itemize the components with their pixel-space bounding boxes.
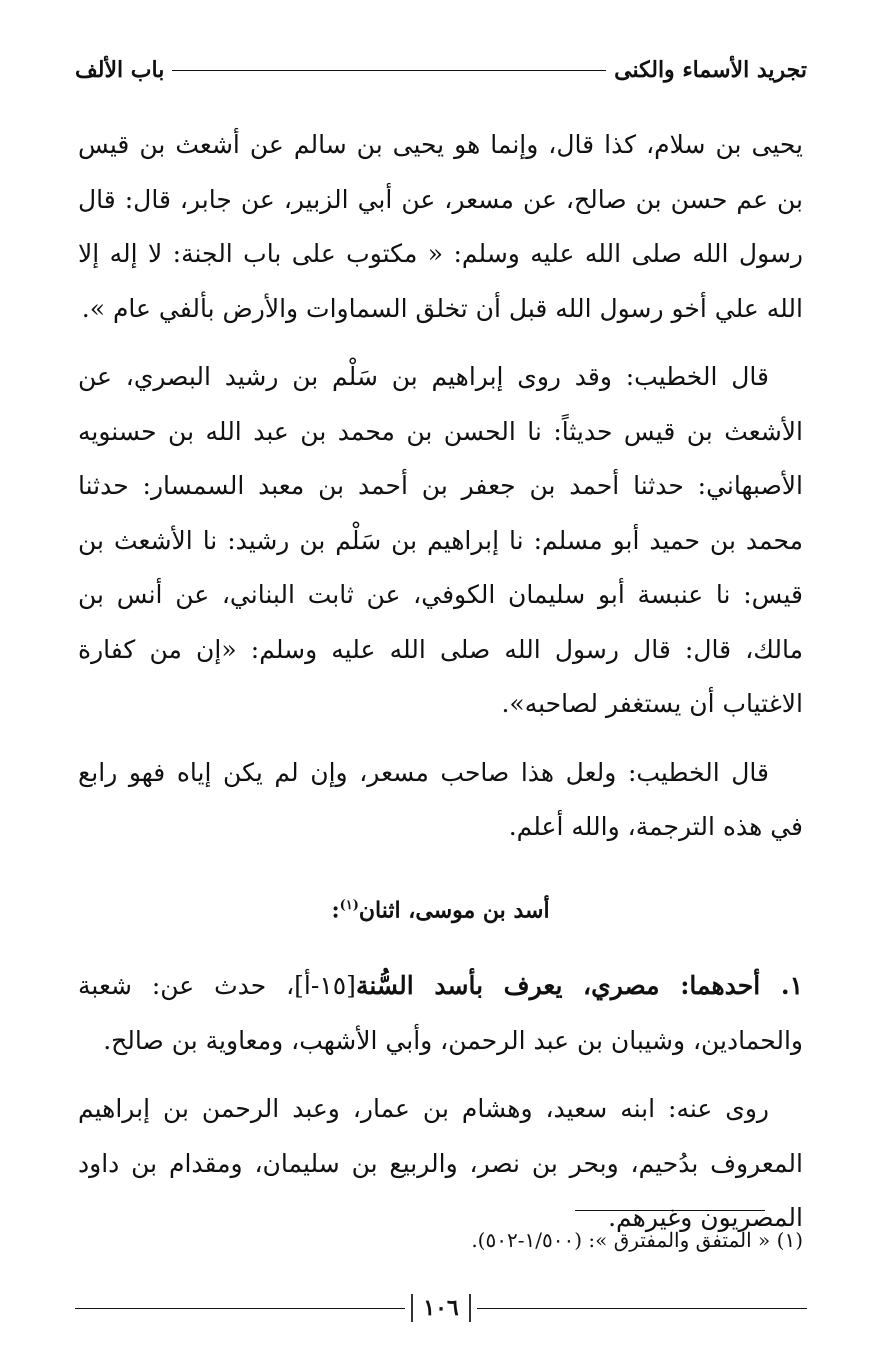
- paragraph-khatib-comment: قال الخطيب: ولعل هذا صاحب مسعر، وإن لم يكن إياه فهو رابع في هذه الترجمة، والله أعلم.: [78, 757, 803, 841]
- section-heading: [78, 879, 803, 938]
- entry-paragraph: [78, 959, 803, 1068]
- book-title: تجريد الأسماء والكنى: [614, 57, 807, 83]
- footnote: (١) « المتفق والمفترق »: (١/٥٠٠-٥٠٢).: [471, 1228, 803, 1252]
- chapter-title: باب الألف: [75, 57, 165, 83]
- footnote-rule: [575, 1210, 765, 1211]
- heading-text: أسد بن موسى، اثنان: [358, 896, 550, 923]
- footer-rule-left: [75, 1308, 405, 1309]
- header-rule: [172, 70, 606, 71]
- page-number: ١٠٦: [411, 1294, 470, 1322]
- running-header: [75, 52, 807, 88]
- entry-title: ١. أحدهما: مصري، يعرف بأسد السُّنة: [355, 971, 803, 1001]
- heading-colon: :: [331, 896, 340, 923]
- page-body: [78, 118, 803, 1246]
- footer-rule-right: [477, 1308, 807, 1309]
- page-footer: [75, 1290, 807, 1326]
- entry-text: [١٥-أ]، حدث عن: شعبة والحمادين، وشيبان بن عبد الرحمن، وأبي الأشهب، ومعاوية بن صالح.: [78, 971, 803, 1055]
- footnote-ref: (١): [339, 897, 359, 913]
- paragraph-continuation: يحيى بن سلام، كذا قال، وإنما هو يحيى بن سالم عن أشعث بن قيس بن عم حسن بن صالح، عن مسعر، عن أبي الزبير، عن جابر، قال: قال رسول الله صلى الله عليه وسلم: « مكتوب على باب الجنة: لا إله إلا الله علي أخو رسول الله قبل أن تخلق السماوات والأرض بألفي عام ».: [78, 130, 803, 323]
- narrators-paragraph: روى عنه: ابنه سعيد، وهشام بن عمار، وعبد الرحمن بن إبراهيم المعروف بدُحيم، وبحر بن نصر، والربيع بن سليمان، ومقدام بن داود المصريون وغيرهم.: [78, 1094, 803, 1233]
- paragraph-khatib-narration: قال الخطيب: وقد روى إبراهيم بن سَلْم بن رشيد البصري، عن الأشعث بن قيس حديثاً: نا الحسن بن محمد بن عبد الله بن حسنويه الأصبهاني: حدثنا أحمد بن جعفر بن أحمد بن معبد السمسار: حدثنا محمد بن حميد أبو مسلم: نا إبراهيم بن سَلْم بن رشيد: نا الأشعث بن قيس: نا عنبسة أبو سليمان الكوفي، عن ثابت البناني، عن أنس بن مالك، قال: قال رسول الله صلى الله عليه وسلم: «إن من كفارة الاغتياب أن يستغفر لصاحبه».: [78, 362, 803, 718]
